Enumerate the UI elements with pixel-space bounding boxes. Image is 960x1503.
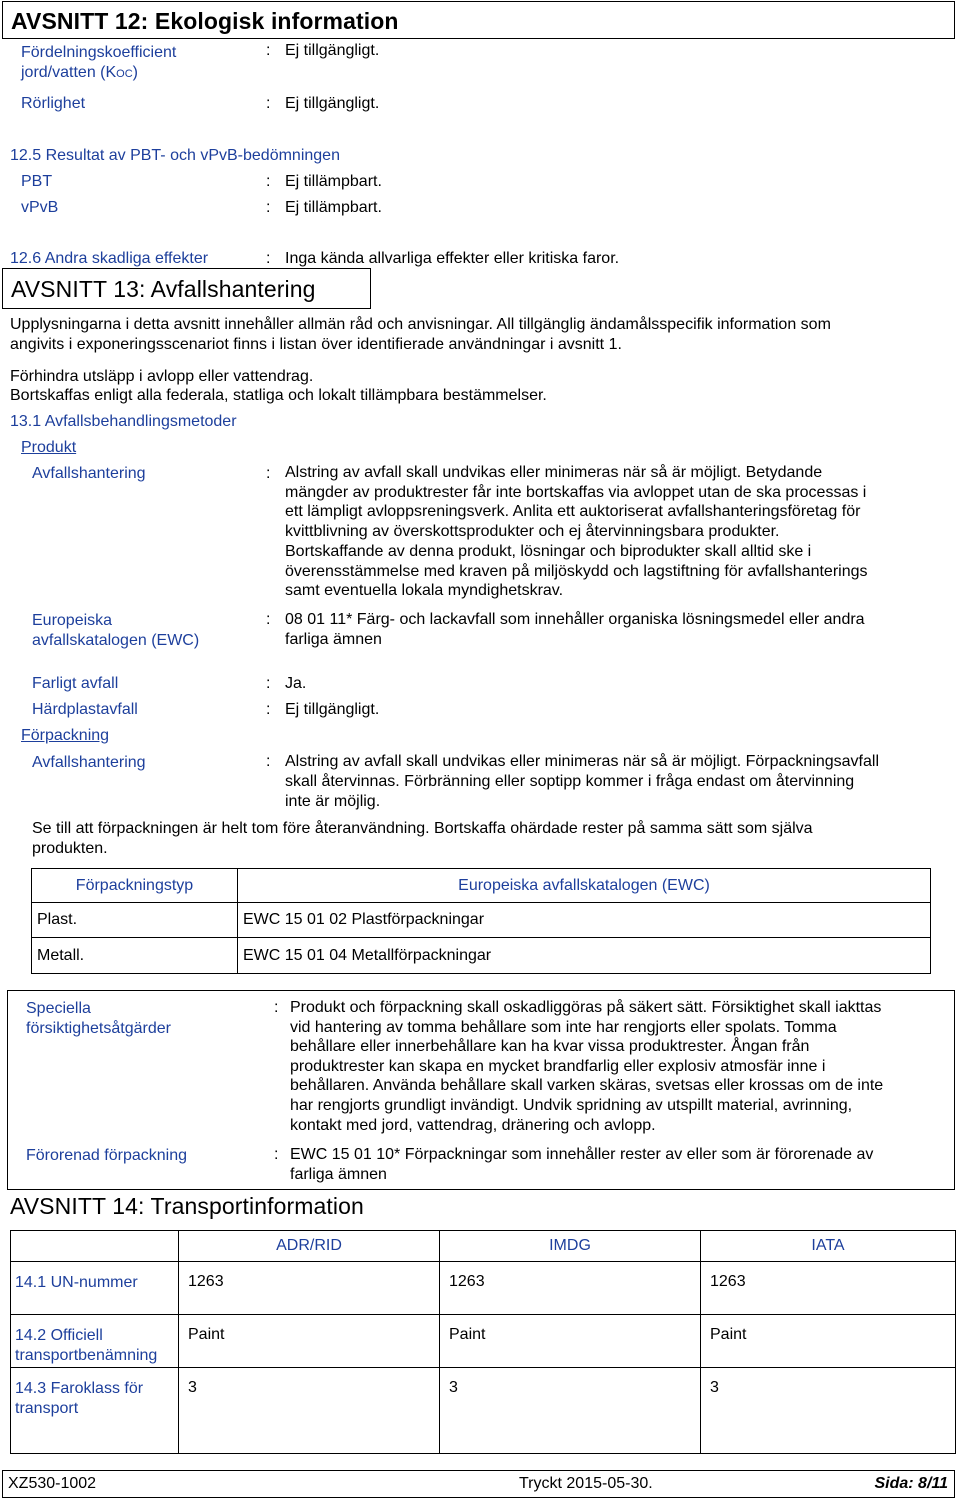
contam-value (290, 1145, 950, 1185)
intro-line: angivits i exponeringsscenariot finns i listan över identifierade användningar i avsnitt 1. (10, 336, 622, 353)
special-line: har rengjorts grundligt invändigt. Undvik spridning av utspillt material, avrinning, (290, 1096, 853, 1114)
transport-table (10, 1230, 956, 1454)
koc-value: Ej tillgängligt. (285, 42, 380, 59)
transport-cell: Paint (701, 1315, 956, 1368)
transport-cell: 3 (179, 1368, 440, 1454)
special-line: behållaren. Använda behållare skall varken skäras, svetsas eller krossas om de inte (290, 1077, 884, 1095)
section-14-title: AVSNITT 14: Transportinformation (10, 1193, 364, 1219)
other-effects-value: Inga kända allvarliga effekter eller kritiska faror. (285, 250, 620, 267)
special-line: produktrester kan skapa en mycket brandfarlig eller explosiv atmosfär inne i (290, 1057, 826, 1075)
intro-line: Upplysningarna i detta avsnitt innehåller allmän råd och anvisningar. All tillgänglig ändamålsspecifik information som (10, 316, 831, 333)
section-13-intro (10, 315, 950, 355)
transport-cell: 1263 (701, 1262, 956, 1315)
footer-printed: Tryckt 2015-05-30. (519, 1475, 653, 1492)
pack-waste-line: Alstring av avfall skall undvikas eller minimeras när så är möjligt. Förpackningsavfall (285, 753, 880, 770)
ewc-line: 08 01 11* Färg- och lackavfall som innehåller organiska lösningsmedel eller andra (285, 611, 865, 628)
transport-cell: 1263 (179, 1262, 440, 1315)
hazardous-label: Farligt avfall (32, 675, 119, 692)
empty-line: Se till att förpackningen är helt tom före återanvändning. Bortskaffa ohärdade rester på samma sätt som själva (32, 820, 813, 837)
special-label (26, 999, 171, 1039)
mobility-value: Ej tillgängligt. (285, 95, 380, 112)
other-effects-label: 12.6 Andra skadliga effekter (10, 250, 209, 267)
section-12-title: AVSNITT 12: Ekologisk information (2, 1, 955, 39)
waste-line: överensstämmelse med kraven på miljöskydd och lagstiftning för avfallshanterings (285, 562, 868, 580)
methods-heading: 13.1 Avfallsbehandlingsmetoder (10, 413, 237, 430)
contam-colon: : (274, 1146, 279, 1163)
vpvb-value: Ej tillämpbart. (285, 199, 382, 216)
hazardous-colon: : (266, 675, 271, 692)
transport-header-empty (11, 1231, 179, 1262)
ewc-colon: : (266, 611, 271, 628)
table-row (32, 938, 931, 974)
pack-header-type: Förpackningstyp (32, 869, 238, 903)
special-line: vid hantering av tomma behållare som inte har rengjorts eller spolats. Tomma (290, 1018, 837, 1036)
hardplastic-value: Ej tillgängligt. (285, 701, 380, 718)
hazardous-value: Ja. (285, 675, 307, 692)
table-row (11, 1315, 956, 1368)
koc-colon: : (266, 42, 271, 59)
page-footer (2, 1470, 955, 1498)
transport-cell: 3 (440, 1368, 701, 1454)
waste-label: Avfallshantering (32, 465, 146, 482)
transport-header-imdg: IMDG (440, 1231, 701, 1262)
waste-line: ett lämpligt avloppsreningsverk. Anlita ett auktoriserat avfallshanteringsföretag för (285, 503, 861, 521)
footer-code: XZ530-1002 (8, 1475, 97, 1492)
waste-line: samt eventuella lokala myndighetskrav. (285, 582, 564, 600)
pack-waste-value (285, 752, 955, 812)
koc-label-line1: Fördelningskoefficient (21, 44, 177, 61)
ewc-value (285, 610, 955, 650)
empty-line: produkten. (32, 840, 108, 857)
ewc-label (32, 611, 199, 651)
mobility-label: Rörlighet (21, 95, 86, 112)
koc-label-line2: jord/vatten (KOC) (21, 64, 138, 81)
pbt-heading: 12.5 Resultat av PBT- och vPvB-bedömningen (10, 147, 340, 164)
pack-type-cell: Metall. (32, 938, 238, 974)
pack-ewc-cell: EWC 15 01 04 Metallförpackningar (238, 938, 931, 974)
table-row (32, 903, 931, 938)
koc-label (21, 43, 176, 84)
table-row (11, 1368, 956, 1454)
footer-page-number: Sida: 8/11 (874, 1475, 948, 1492)
waste-line: Bortskaffande av denna produkt, lösningar och biprodukter skall alltid ske i (285, 542, 812, 560)
other-effects-colon: : (266, 250, 271, 267)
pack-waste-colon: : (266, 753, 271, 770)
waste-line: mängder av produktrester får inte bortskaffas via avloppet utan de ska processas i (285, 483, 867, 501)
pack-waste-line: skall återvinnas. Förbränning eller soptipp kommer i fråga endast om återvinning (285, 773, 855, 790)
contam-label: Förorenad förpackning (26, 1147, 187, 1164)
vpvb-label: vPvB (21, 199, 59, 216)
product-heading: Produkt (21, 439, 77, 456)
transport-header-adr: ADR/RID (179, 1231, 440, 1262)
special-label-line: försiktighetsåtgärder (26, 1020, 171, 1037)
pbt-colon: : (266, 173, 271, 190)
waste-line: Alstring av avfall skall undvikas eller minimeras när så är möjligt. Betydande (285, 464, 823, 481)
vpvb-colon: : (266, 199, 271, 216)
waste-colon: : (266, 465, 271, 482)
pack-waste-label: Avfallshantering (32, 754, 146, 771)
special-value (290, 998, 950, 1135)
contam-line: EWC 15 01 10* Förpackningar som innehåller rester av eller som är förorenade av (290, 1146, 874, 1163)
special-line: kontakt med jord, vattendrag, dränering och avlopp. (290, 1116, 656, 1134)
transport-cell: 1263 (440, 1262, 701, 1315)
ewc-label-line: Europeiska (32, 612, 113, 629)
section-13-title: AVSNITT 13: Avfallshantering (2, 268, 371, 309)
transport-header-iata: IATA (701, 1231, 956, 1262)
transport-row-label: 14.2 Officiell transportbenämning (11, 1315, 179, 1368)
transport-row-label: 14.1 UN-nummer (11, 1262, 179, 1315)
mobility-colon: : (266, 95, 271, 112)
packaging-heading: Förpackning (21, 727, 110, 744)
pack-header-ewc: Europeiska avfallskatalogen (EWC) (238, 869, 931, 903)
special-colon: : (274, 999, 279, 1016)
ewc-line: farliga ämnen (285, 631, 382, 648)
contam-line: farliga ämnen (290, 1166, 387, 1183)
prevent-text: Förhindra utsläpp i avlopp eller vattendrag. (10, 368, 314, 385)
ewc-label-line: avfallskatalogen (EWC) (32, 632, 200, 649)
special-line: Produkt och förpackning skall oskadliggöras på säkert sätt. Försiktighet skall iakttas (290, 999, 882, 1016)
transport-row-label: 14.3 Faroklass för transport (11, 1368, 179, 1454)
packaging-table (31, 868, 931, 974)
hardplastic-label: Härdplastavfall (32, 701, 138, 718)
dispose-text: Bortskaffas enligt alla federala, statliga och lokalt tillämpbara bestämmelser. (10, 387, 547, 404)
pack-type-cell: Plast. (32, 903, 238, 938)
pack-ewc-cell: EWC 15 01 02 Plastförpackningar (238, 903, 931, 938)
special-line: behållare eller innerbehållare kan ha kvar vissa produktrester. Ångan från (290, 1038, 810, 1056)
waste-line: kvittblivning av överskottsprodukter och ej återvinningsbara produkter. (285, 523, 780, 541)
hardplastic-colon: : (266, 701, 271, 718)
transport-cell: Paint (179, 1315, 440, 1368)
transport-cell: 3 (701, 1368, 956, 1454)
pbt-value: Ej tillämpbart. (285, 173, 382, 190)
waste-value (285, 463, 955, 601)
pbt-label: PBT (21, 173, 53, 190)
empty-container-text (32, 819, 952, 859)
transport-cell: Paint (440, 1315, 701, 1368)
special-label-line: Speciella (26, 1000, 91, 1017)
table-row (11, 1262, 956, 1315)
pack-waste-line: inte är möjlig. (285, 793, 381, 810)
